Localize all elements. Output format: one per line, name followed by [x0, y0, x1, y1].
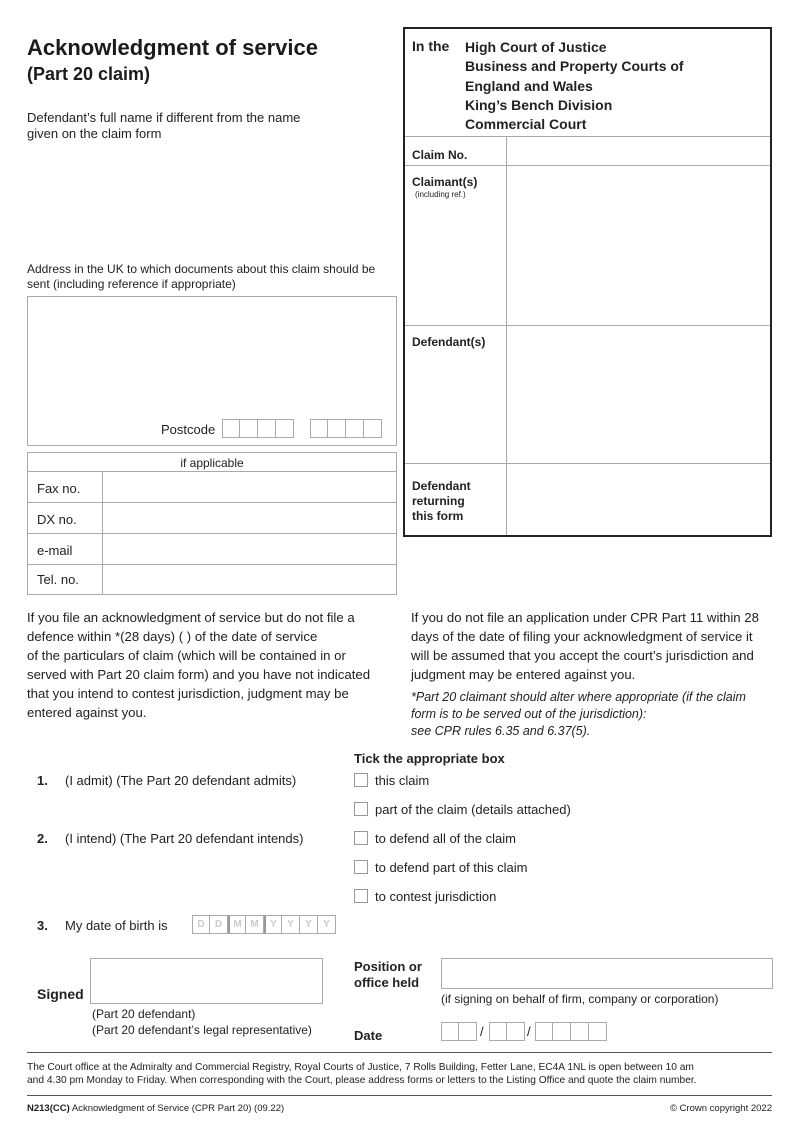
page-title: Acknowledgment of service — [27, 35, 318, 60]
returning-defendant-label: Defendant returning this form — [412, 479, 471, 523]
notice-right: If you do not file an application under CPR Part 11 within 28 days of the date of filing your acknowledgment of service it will be assumed that you accept the court’s jurisdiction and judgment may be entered against you. — [411, 610, 759, 682]
claimants-label: Claimant(s) — [412, 175, 478, 189]
court-name: High Court of Justice Business and Property Courts of England and Wales King’s Bench Division Commercial Court — [465, 39, 684, 133]
contact-table-header: if applicable — [180, 456, 244, 470]
postcode-second-part[interactable] — [310, 419, 382, 438]
tick-header: Tick the appropriate box — [354, 751, 505, 766]
fax-field[interactable] — [103, 472, 396, 502]
date-year-field[interactable] — [535, 1022, 607, 1041]
defendants-label: Defendant(s) — [412, 335, 486, 349]
page-subtitle: (Part 20 claim) — [27, 64, 151, 84]
option-defend-all: to defend all of the claim — [375, 831, 516, 846]
postcode-first-part[interactable] — [222, 419, 294, 438]
item-1-number: 1. — [37, 773, 48, 788]
signed-label: Signed — [37, 986, 84, 1002]
claim-no-field[interactable] — [507, 137, 770, 165]
email-label: e-mail — [37, 543, 73, 558]
item-1-text: (I admit) (The Part 20 defendant admits) — [65, 773, 297, 788]
option-part-of-claim: part of the claim (details attached) — [375, 802, 571, 817]
returning-defendant-field[interactable] — [507, 464, 770, 535]
form-reference: N213(CC) Acknowledgment of Service (CPR Part 20) (09.22) — [27, 1103, 285, 1114]
option-contest-jurisdiction: to contest jurisdiction — [375, 889, 497, 904]
notice-italic: *Part 20 claimant should alter where appropriate (if the claim form is to be served out of the jurisdiction): see CPR rules 6.35 and 6.37(5). — [411, 690, 746, 738]
signature-field[interactable] — [90, 958, 323, 1004]
checkbox-part-of-claim[interactable] — [354, 802, 368, 816]
dx-label: DX no. — [37, 512, 77, 527]
option-defend-part: to defend part of this claim — [375, 860, 528, 875]
postcode-label: Postcode — [161, 422, 216, 437]
date-day-field[interactable] — [441, 1022, 477, 1041]
checkbox-this-claim[interactable] — [354, 773, 368, 787]
dob-label: My date of birth is — [65, 918, 168, 933]
fax-label: Fax no. — [37, 481, 81, 496]
notice-left: If you file an acknowledgment of service but do not file a defence within *(28 days) ( ) of the date of service of the particulars of claim (which will be contained in or served with Part 20 claim form) and you have not indicated that you intend to contest jurisdiction, judgment may be entered against you. — [27, 610, 371, 720]
item-2-text: (I intend) (The Part 20 defendant intends) — [65, 831, 304, 846]
position-label: Position or office held — [354, 959, 422, 990]
position-field[interactable] — [441, 958, 773, 989]
option-this-claim: this claim — [375, 773, 430, 788]
in-the-label: In the — [412, 38, 450, 54]
tel-field[interactable] — [103, 565, 396, 594]
date-separator: / — [527, 1024, 531, 1039]
email-field[interactable] — [103, 534, 396, 564]
claim-no-label: Claim No. — [412, 148, 468, 162]
checkbox-contest-jurisdiction[interactable] — [354, 889, 368, 903]
claimants-note: (including ref.) — [415, 190, 466, 199]
copyright: © Crown copyright 2022 — [669, 1103, 772, 1114]
date-separator: / — [480, 1024, 484, 1039]
defendants-field[interactable] — [507, 326, 770, 463]
claimants-field[interactable] — [507, 166, 770, 325]
signatory-type: (Part 20 defendant) (Part 20 defendant’s legal representative) — [92, 1007, 312, 1037]
checkbox-defend-part[interactable] — [354, 860, 368, 874]
court-details-box — [403, 27, 772, 537]
tel-label: Tel. no. — [37, 572, 79, 587]
item-3-number: 3. — [37, 918, 48, 933]
checkbox-defend-all[interactable] — [354, 831, 368, 845]
dx-field[interactable] — [103, 503, 396, 533]
dob-field[interactable]: D D M M Y Y Y Y — [192, 915, 336, 934]
date-month-field[interactable] — [489, 1022, 525, 1041]
contact-table — [27, 452, 397, 595]
item-2-number: 2. — [37, 831, 48, 846]
court-office-note: The Court office at the Admiralty and Commercial Registry, Royal Courts of Justice, 7 Rolls Building, Fetter Lane, EC4A 1NL is open between 10 am and 4.30 pm Monday to Friday. When corresponding with the Court, please address forms or letters to the Listing Office and quote the claim number. — [27, 1062, 697, 1086]
defendant-name-label: Defendant’s full name if different from the name given on the claim form — [27, 110, 301, 141]
date-label: Date — [354, 1028, 383, 1043]
position-note: (if signing on behalf of firm, company or corporation) — [441, 992, 719, 1006]
address-label: Address in the UK to which documents about this claim should be sent (including reference if appropriate) — [27, 262, 376, 291]
